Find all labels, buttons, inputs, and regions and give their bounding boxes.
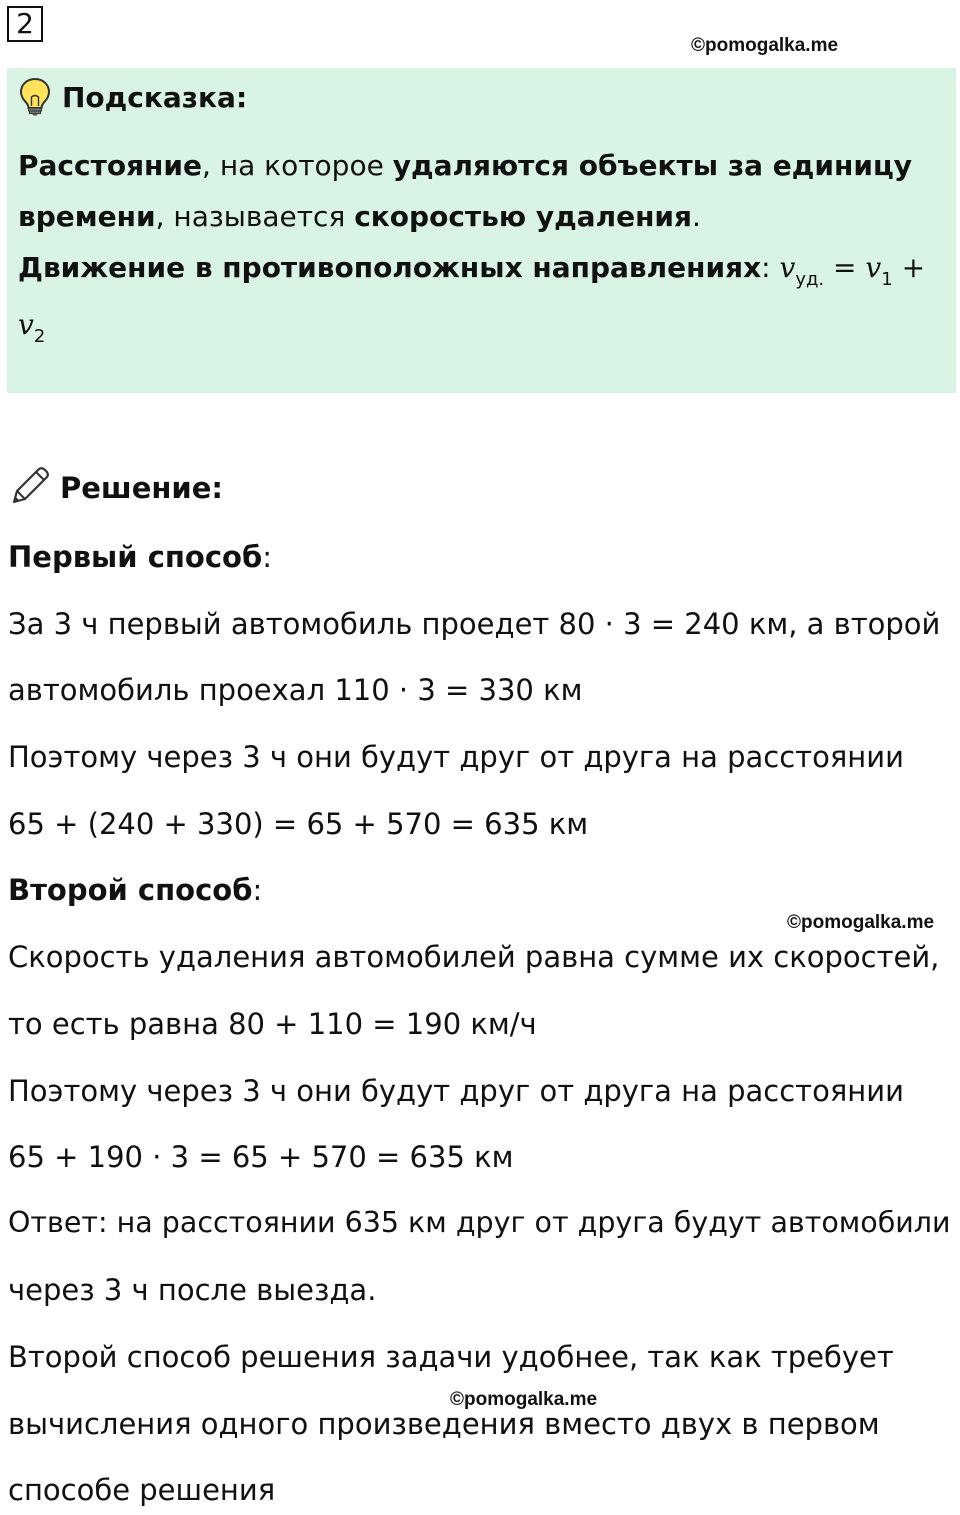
task-number-badge: 2 — [7, 6, 43, 42]
hint-term-speed: скоростью удаления — [354, 200, 693, 233]
solution-line: 65 + 190 · 3 = 65 + 570 = 635 км — [8, 1140, 514, 1174]
hint-term: удаляются объекты за единицу — [392, 149, 912, 182]
formula-plus: + — [892, 251, 926, 284]
method1-colon: : — [262, 540, 272, 574]
pencil-icon — [8, 464, 52, 512]
hint-term-distance: Расстояние — [18, 149, 203, 182]
formula-subscript: 2 — [33, 326, 46, 347]
method2-heading — [8, 870, 262, 910]
method1-heading — [8, 537, 272, 577]
method1-label: Первый способ — [8, 540, 263, 574]
hint-text: : — [761, 251, 780, 284]
hint-header — [18, 76, 247, 120]
solution-line: Поэтому через 3 ч они будут друг от друга на расстоянии — [8, 740, 904, 774]
hint-line-2 — [18, 197, 701, 237]
answer-line: через 3 ч после выезда. — [8, 1273, 377, 1307]
hint-line-3 — [18, 248, 925, 292]
hint-line-4 — [18, 305, 45, 349]
solution-line: автомобиль проехал 110 · 3 = 330 км — [8, 673, 583, 707]
conclusion-line: вычисления одного произведения вместо двух в первом — [8, 1407, 880, 1441]
solution-header — [8, 464, 223, 512]
solution-line: Скорость удаления автомобилей равна сумме их скоростей, — [8, 940, 940, 974]
conclusion-line: Второй способ решения задачи удобнее, так как требует — [8, 1340, 894, 1374]
lightbulb-icon — [18, 76, 52, 120]
formula-v: v — [18, 308, 34, 341]
formula-v: v — [779, 251, 796, 284]
solution-title: Решение: — [60, 471, 224, 505]
hint-title: Подсказка: — [62, 81, 248, 114]
hint-line-1 — [18, 146, 912, 186]
formula-equals: = — [824, 251, 866, 284]
formula-subscript: уд. — [795, 269, 825, 290]
watermark-top: ©pomogalka.me — [691, 35, 839, 56]
method2-colon: : — [252, 873, 263, 907]
hint-text: , называется — [155, 200, 355, 233]
hint-term-motion: Движение в противоположных направлениях — [18, 251, 762, 284]
solution-line: За 3 ч первый автомобиль проедет 80 · 3 = 240 км, а второй — [8, 607, 941, 641]
hint-text: . — [692, 200, 701, 233]
hint-text: , на которое — [202, 149, 393, 182]
solution-line: 65 + (240 + 330) = 65 + 570 = 635 км — [8, 807, 589, 841]
method2-label: Второй способ — [8, 873, 253, 907]
hint-term: времени — [18, 200, 156, 233]
conclusion-line: способе решения — [8, 1473, 276, 1507]
watermark-middle: ©pomogalka.me — [787, 912, 935, 933]
formula-v: v — [865, 251, 882, 284]
solution-line: Поэтому через 3 ч они будут друг от друга на расстоянии — [8, 1074, 904, 1108]
solution-line: то есть равна 80 + 110 = 190 км/ч — [8, 1007, 537, 1041]
answer-line: Ответ: на расстоянии 635 км друг от друга будут автомобили — [8, 1206, 951, 1239]
watermark-bottom: ©pomogalka.me — [450, 1389, 598, 1410]
formula-subscript: 1 — [881, 269, 893, 290]
formula — [779, 251, 926, 290]
